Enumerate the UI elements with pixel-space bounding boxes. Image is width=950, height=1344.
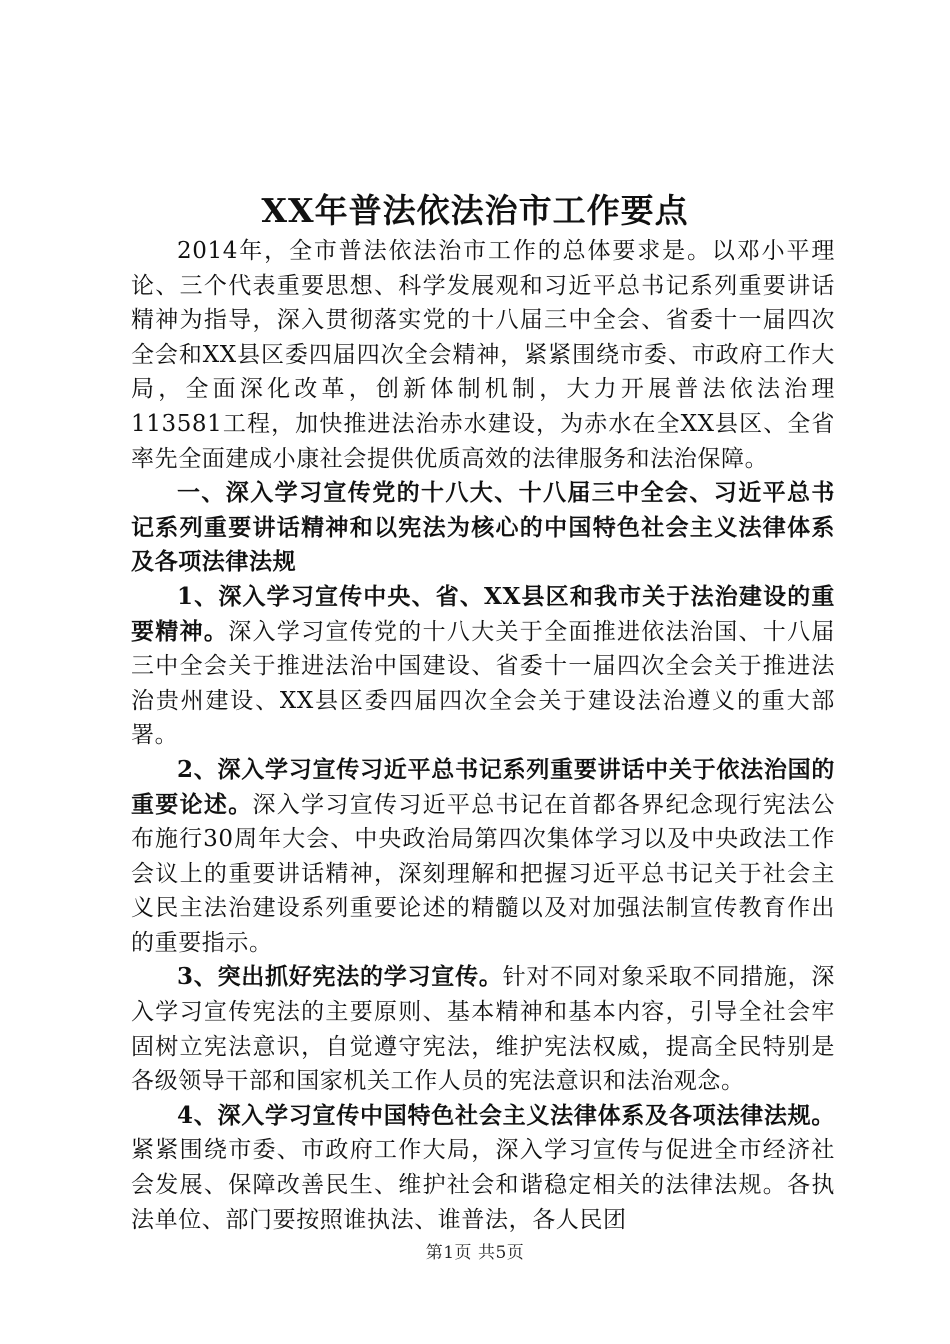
list-item (131, 753, 835, 961)
list-item (131, 580, 835, 753)
item-body: 紧紧围绕市委、市政府工作大局，深入学习宣传与促进全市经济社会发展、保障改善民生、维护社会和谐稳定相关的法律法规。各执法单位、部门要按照谁执法、谁普法，各人民团 (131, 1137, 835, 1233)
item-body: 深入学习宣传习近平总书记在首都各界纪念现行宪法公布施行30周年大会、中央政治局第四次集体学习以及中央政法工作会议上的重要讲话精神，深刻理解和把握习近平总书记关于社会主义民主法治建设系列重要论述的精髓以及对加强法制宣传教育作出的重要指示。 (131, 791, 835, 956)
item-lead: 3、突出抓好宪法的学习宣传。 (177, 963, 503, 991)
item-lead: 4、深入学习宣传中国特色社会主义法律体系及各项法律法规。 (177, 1101, 835, 1129)
document-body (131, 234, 835, 1237)
item-lead: 2、深入学习宣传习近平总书记系列重要讲话中关于依法治国的重要论述。 (131, 755, 835, 818)
section-heading: 一、深入学习宣传党的十八大、十八届三中全会、习近平总书记系列重要讲话精神和以宪法为核心的中国特色社会主义法律体系及各项法律法规 (131, 479, 835, 576)
item-body: 深入学习宣传党的十八大关于全面推进依法治国、十八届三中全会关于推进法治中国建设、省委十一届四次全会关于推进法治贵州建设、XX县区委四届四次全会关于建设法治遵义的重大部署。 (131, 618, 835, 749)
page-number: 第1页 共5页 (425, 1243, 525, 1263)
document-title: XX年普法依法治市工作要点 (261, 191, 689, 230)
item-lead: 1、深入学习宣传中央、省、XX县区和我市关于法治建设的重要精神。 (131, 582, 835, 645)
list-item (131, 1099, 835, 1237)
intro-paragraph: 2014年，全市普法依法治市工作的总体要求是。以邓小平理论、三个代表重要思想、科学发展观和习近平总书记系列重要讲话精神为指导，深入贯彻落实党的十八届三中全会、省委十一届四次全会和XX县区委四届四次全会精神，紧紧围绕市委、市政府工作大局，全面深化改革，创新体制机制，大力开展普法依法治理113581工程，加快推进法治赤水建设，为赤水在全XX县区、全省率先全面建成小康社会提供优质高效的法律服务和法治保障。 (131, 238, 835, 472)
item-body: 针对不同对象采取不同措施，深入学习宣传宪法的主要原则、基本精神和基本内容，引导全社会牢固树立宪法意识，自觉遵守宪法，维护宪法权威，提高全民特别是各级领导干部和国家机关工作人员的宪法意识和法治观念。 (131, 964, 835, 1095)
list-item (131, 960, 835, 1098)
